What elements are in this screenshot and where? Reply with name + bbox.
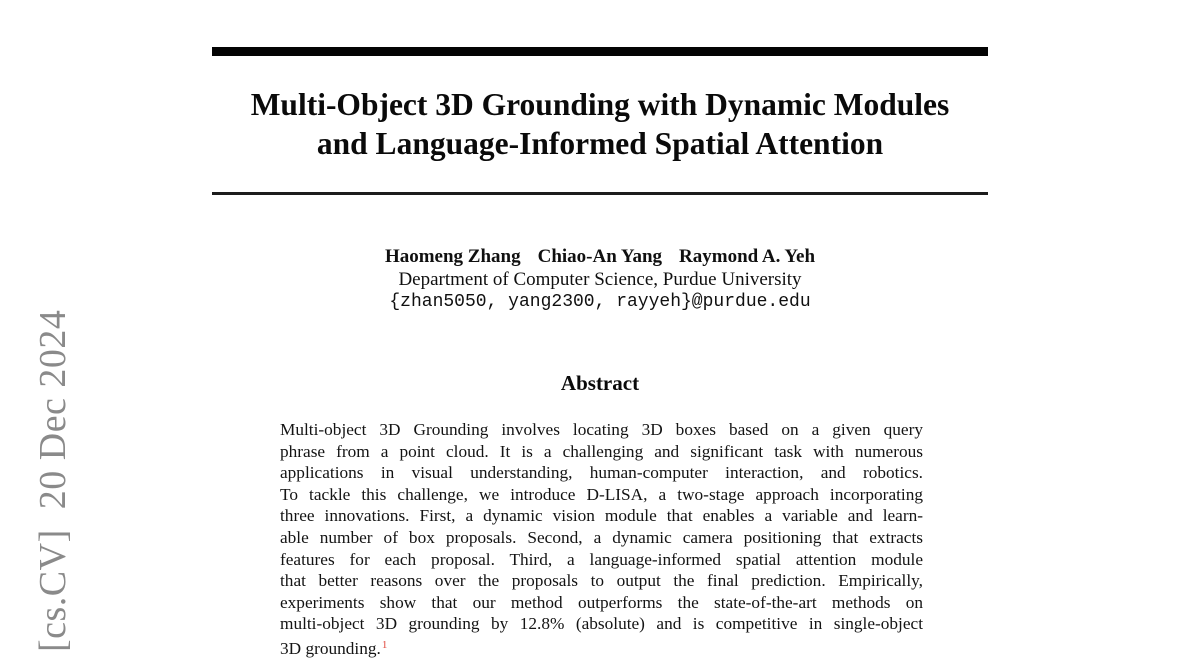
abstract-line bbox=[280, 635, 923, 660]
author-block bbox=[212, 246, 988, 268]
abstract-line: that better reasons over the proposals to output the final prediction. Empirically, bbox=[280, 571, 923, 591]
title-rule-top bbox=[212, 47, 988, 56]
author-name: Haomeng Zhang bbox=[384, 246, 521, 267]
abstract-line: able number of box proposals. Second, a dynamic camera positioning that extracts bbox=[280, 527, 923, 547]
paper-title bbox=[212, 86, 988, 163]
arxiv-watermark: [cs.CV] 20 Dec 2024 bbox=[32, 309, 74, 652]
abstract-line: To tackle this challenge, we introduce D-LISA, a two-stage approach incorporating bbox=[280, 484, 923, 504]
abstract-body bbox=[280, 419, 923, 660]
footnote-marker: 1 bbox=[381, 638, 388, 651]
abstract-line: experiments show that our method outperforms the state-of-the-art methods on bbox=[280, 592, 923, 612]
affiliation: Department of Computer Science, Purdue University bbox=[398, 269, 802, 290]
abstract-last-line: 3D grounding. bbox=[280, 638, 381, 658]
abstract-heading: Abstract bbox=[560, 371, 640, 395]
abstract-line: Multi-object 3D Grounding involves locating 3D boxes based on a given query bbox=[280, 420, 923, 439]
abstract-line: three innovations. First, a dynamic vision module that enables a variable and learn- bbox=[280, 506, 923, 526]
abstract-line: multi-object 3D grounding by 12.8% (absolute) and is competitive in single-object bbox=[280, 614, 923, 634]
abstract-line: applications in visual understanding, human-computer interaction, and robotics. bbox=[280, 463, 923, 483]
author-name: Chiao-An Yang bbox=[537, 246, 663, 267]
abstract-line: phrase from a point cloud. It is a challenging and significant task with numerous bbox=[280, 441, 923, 461]
paper-title-line1: Multi-Object 3D Grounding with Dynamic Modules bbox=[250, 87, 950, 122]
author-name: Raymond A. Yeh bbox=[679, 246, 816, 267]
email-line: {zhan5050, yang2300, rayyeh}@purdue.edu bbox=[389, 292, 811, 312]
title-rule-bottom bbox=[212, 192, 988, 195]
paper-title-line2: and Language-Informed Spatial Attention bbox=[316, 125, 884, 161]
abstract-line: features for each proposal. Third, a language-informed spatial attention module bbox=[280, 549, 923, 569]
